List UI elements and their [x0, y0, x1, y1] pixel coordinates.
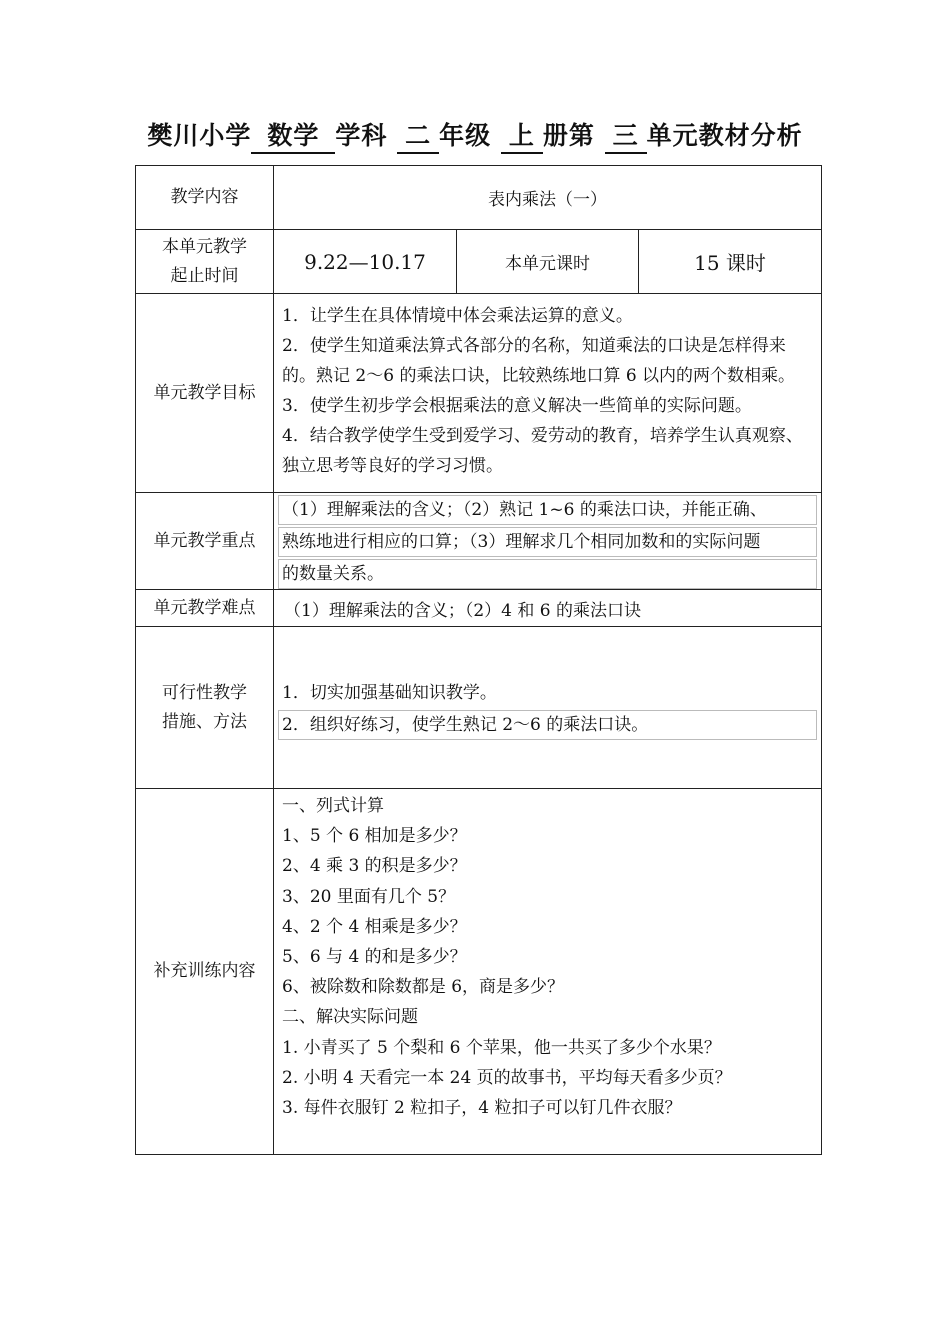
document-title — [0, 116, 950, 154]
method-item: 2．组织好练习，使学生熟记 2～6 的乘法口诀。 — [278, 710, 817, 740]
title-volume-suffix: 册第 — [542, 121, 595, 150]
row-supplement — [136, 789, 822, 1155]
methods-label — [136, 627, 274, 789]
supplement-line: 4、2 个 4 相乘是多少？ — [282, 916, 467, 937]
key-point-line: （1）理解乘法的含义；（2）熟记 1~6 的乘法口诀，并能正确、 — [278, 495, 817, 525]
row-period — [136, 230, 822, 294]
row-methods — [136, 627, 822, 789]
hours-value: 15 课时 — [639, 230, 822, 294]
title-grade: 二 — [397, 116, 439, 154]
supplement-label: 补充训练内容 — [136, 789, 274, 1155]
title-grade-suffix: 年级 — [439, 121, 492, 150]
period-dates: 9.22—10.17 — [274, 230, 457, 294]
hours-label: 本单元课时 — [457, 230, 639, 294]
supplement-line: 一、列式计算 — [282, 796, 384, 816]
methods-label-line2: 措施、方法 — [162, 711, 247, 732]
methods-label-line1: 可行性教学 — [162, 682, 247, 703]
title-subject: 数学 — [251, 116, 335, 154]
period-label-line1: 本单元教学 — [162, 236, 247, 257]
supplement-content — [274, 789, 822, 1155]
title-subject-suffix: 学科 — [335, 121, 388, 150]
row-difficulties — [136, 590, 822, 627]
title-volume: 上 — [501, 116, 543, 154]
row-key-points — [136, 493, 822, 590]
goal-item: 4．结合教学使学生受到爱学习、爱劳动的教育，培养学生认真观察、独立思考等良好的学习习惯。 — [282, 426, 803, 476]
supplement-line: 1、5 个 6 相加是多少？ — [282, 826, 467, 847]
supplement-line: 2. 小明 4 天看完一本 24 页的故事书，平均每天看多少页？ — [282, 1067, 732, 1088]
supplement-line: 5、6 与 4 的和是多少？ — [282, 947, 467, 968]
content-value: 表内乘法（一） — [274, 166, 822, 230]
goal-item: 3．使学生初步学会根据乘法的意义解决一些简单的实际问题。 — [282, 396, 752, 416]
supplement-line: 2、4 乘 3 的积是多少？ — [282, 856, 467, 877]
method-item: 1．切实加强基础知识教学。 — [282, 682, 497, 703]
methods-content — [274, 627, 822, 789]
goal-item: 2．使学生知道乘法算式各部分的名称，知道乘法的口诀是怎样得来的。熟记 2～6 的乘法口诀，比较熟练地口算 6 以内的两个数相乘。 — [282, 336, 796, 386]
title-unit-suffix: 单元教材分析 — [646, 121, 803, 150]
supplement-line: 1. 小青买了 5 个梨和 6 个苹果，他一共买了多少个水果？ — [282, 1037, 721, 1058]
row-goals — [136, 294, 822, 493]
supplement-line: 6、被除数和除数都是 6，商是多少？ — [282, 977, 565, 998]
title-unit: 三 — [605, 116, 647, 154]
content-label: 教学内容 — [136, 166, 274, 230]
key-point-line: 的数量关系。 — [278, 559, 817, 589]
goals-label: 单元教学目标 — [136, 294, 274, 493]
key-points-label: 单元教学重点 — [136, 493, 274, 590]
row-content — [136, 166, 822, 230]
analysis-table — [135, 165, 822, 1155]
difficulties-value: （1）理解乘法的含义；（2）4 和 6 的乘法口诀 — [274, 590, 822, 627]
supplement-line: 二、解决实际问题 — [282, 1007, 418, 1028]
goals-content — [274, 294, 822, 493]
title-school: 樊川小学 — [147, 121, 252, 150]
difficulties-label: 单元教学难点 — [136, 590, 274, 627]
period-label-line2: 起止时间 — [170, 265, 239, 286]
supplement-line: 3、20 里面有几个 5？ — [282, 886, 456, 907]
key-point-line: 熟练地进行相应的口算；（3）理解求几个相同加数和的实际问题 — [278, 527, 817, 557]
period-label — [136, 230, 274, 294]
supplement-line: 3. 每件衣服钉 2 粒扣子，4 粒扣子可以钉几件衣服？ — [282, 1098, 682, 1119]
goal-item: 1．让学生在具体情境中体会乘法运算的意义。 — [282, 306, 633, 326]
key-points-content — [274, 493, 822, 590]
